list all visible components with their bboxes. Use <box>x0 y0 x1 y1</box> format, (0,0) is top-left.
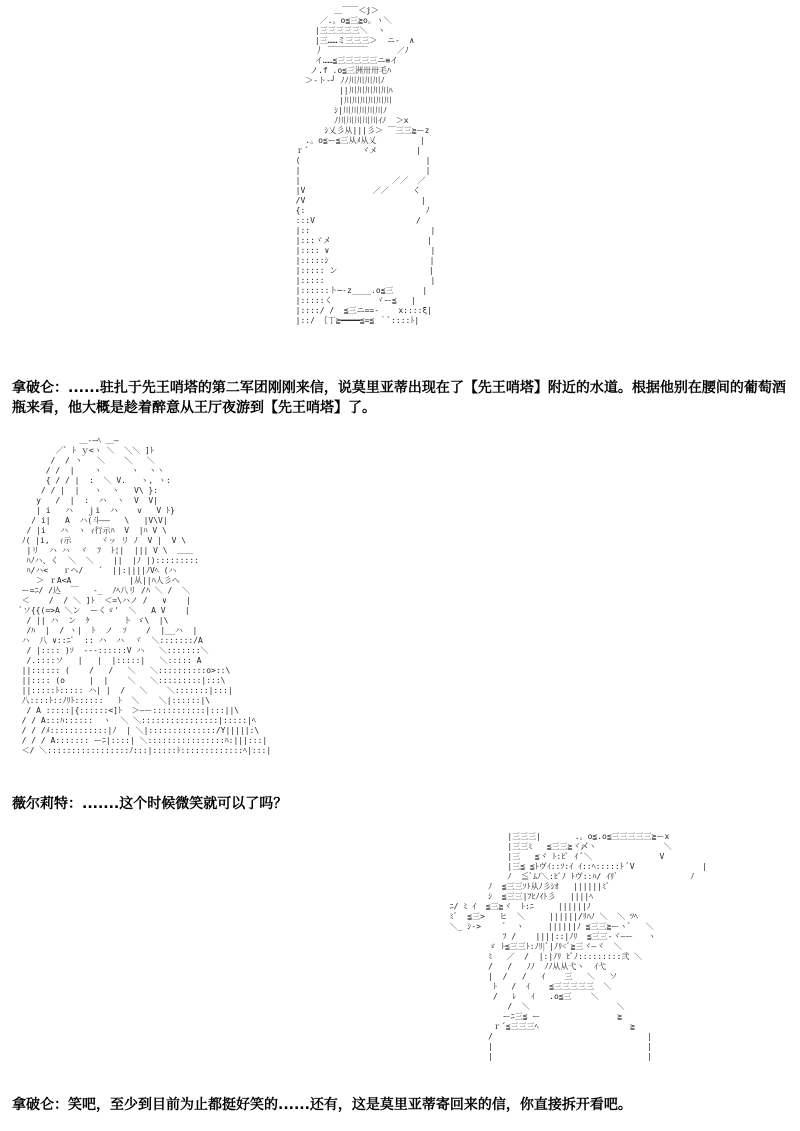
ascii-art-violet: ＿-―ﾍ ＿― ／ﾞ ﾄ ｙ<ヽ ＼ ＼＼ ]ﾄ / / ヽ ＼ ＼ ＼ / / | ヽ ヽ ヽヽ { / / | : ＼ V. ヽ, ヽ: / / | | ヽ ヽ V\ }: y / | : ハ ヽ V V| | i ハ ｊi ハ v V ﾄ} / i| A ハ(斗―― \ |V\V| / |i ハ ヽ ｨ行示ﾊ V |ﾊ V \ ﾉ( |i, ｨ示 ヾッ リ ﾉ V | V \ |リ ハ ハ ヾ ﾌ ﾄ¦| ||| V \ ＿＿ ﾊﾉハ、く ＼ ＼ || |ﾉ |)::::::::: ﾊ/ハ< ｒヘ/ ´ ||:||||ﾉVﾍ (ハ ＞ ｒA<A |从||ﾊ人彡ヘ ー=ﾆ/ /込 ￣ -_ ﾉﾍ八リ /ﾊ ＼ / ＼ ＜ / / ＼ ]ﾄ ＜=\ハノ / ∨ | ﾞソ{{(=>A ＼ン ーくゞ' ＼ A V | / || ハ ン ｹ ト ゞ\ |\ /ﾊ | / ヽ| ﾄ ノ ｿ / |__ハ | ハ 八 ∨::ﾆﾟ :: ハ ハ ヾ ＼:::::::/A / |:::: )ｿ ---::::::V ハ ＼:::::::＼ /.::::ソ | | |:::::| ＼::::: A ||:::::: ( / / ＼ ＼::::::::::o>::\ ||:::: (o | | ＼ ＼:::::::::|:::\ ||:::::ﾄ::::: ハ| | / ＼ ＼:::::::|:::| 八::::ﾄ::ﾉﾘﾄ:::::: ﾄ ＼ ＼|::::::|\ / A :::::|{::::::<]ﾄ ＞―ー:::::::::::|:::||\ / / A:::ﾊ:::::: ヽ ＼ ＼::::::::::::::::|:::::|ﾍ / / /ﾒ::::::::::::|ﾉ | ＼|::::::::::::::/Y|||||:\ / / / A::::::: ーﾆ|::::| ＼::::::::::::::::ﾊ:|||:::| ＜/ ＼:::::::::::::::::ﾉ:::|:::::ﾄ:::::::::::::ﾍ|:::| <box>16 436 272 755</box>
speaker-name: 拿破仑 <box>12 1097 54 1113</box>
speaker-name: 拿破仑 <box>12 380 54 396</box>
dialogue-line-1 <box>12 378 792 418</box>
speaker-separator: ： <box>54 1097 68 1113</box>
dialogue-text: ......驻扎于先王哨塔的第二军团刚刚来信，说莫里亚蒂出现在了【先王哨塔】附近的水道。根据他别在腰间的葡萄酒瓶来看，他大概是趁着醉意从王厅夜游到【先王哨塔】了。 <box>12 380 786 416</box>
dialogue-line-2 <box>12 794 792 814</box>
speaker-separator: ： <box>54 380 68 396</box>
dialogue-text: 笑吧，至少到目前为止都挺好笑的......还有，这是莫里亚蒂寄回来的信，你直接拆开看吧。 <box>68 1097 632 1113</box>
speaker-name: 薇尔莉特 <box>12 796 68 812</box>
dialogue-line-3 <box>12 1095 792 1115</box>
ascii-art-napoleon-leaning: |三三三| .。o≦.o≦三三三三三≧ーx |三三ﾐ ≦三三≧ヾ〆ヽ ＼ |三 ≦ヾ ﾄ:ﾋﾟ ｲ ﾞ＼ V |三≦ ≦ﾄヴｲ::ｿ:ｲ ｲ::ﾍ:::::ﾄ ﾞV | ﾉ ≦ﾞﾑﾉ＼:ﾋﾟﾉ ﾄヴ::ﾊ/ ｲﾘﾞ ﾉ ﾉ ≦三三ｿﾄ从ﾉ彡ｼｵ ||||||ﾐﾞ ｼ ≦三三|ﾌﾋﾉｲﾄ彡 ||||ﾍ ﾆ/ ﾐ ｲ ≦三≧ヾ ﾄ:ﾆ ||||||ﾉ ﾐﾞ ≦三> ヒ ＼ ||||||/ﾘﾊﾉ ＼ ＼ ﾂﾍ ＼_ ｼ-> ﾞ ヽ ||||||ﾉ ≦三三≧ーヽﾞ ＼ ﾌ / ||||::|ﾉﾘ ≦三三-ヾ―ー ヽ ゞ ﾄ≦三三ﾄ:ﾉﾘ|ﾞ|ﾉﾘ<ﾞ≧三ヾ―ヾ ＼ ﾐ ／ / |:|ﾉﾘ ﾋﾟﾉ:::::::::弐 ＼ / / ﾉﾉ ﾉﾉ从从弋ヽ ｲ弋 | / / ｲ 三 ＼ ソ ﾄ / ｲ ≦三三三三三 ＼ / ﾚ ｲ .o≦三 ＼ / ＼ ＼ ーﾆ三≦ ー ≧ ｒ´≦三三三ﾍ ≧ / | | | | | <box>449 832 707 1061</box>
dialogue-text: .......这个时候微笑就可以了吗？ <box>82 796 288 812</box>
speaker-separator: ： <box>68 796 82 812</box>
ascii-art-napoleon-standing: ＿￣￣＜j＞ ／.。o≦三≧o。ヽ＼ |三三三三三＼ ヽ |三……ミ三三三＞ ニ- ∧ 丿 ￣￣￣￣￣ ／ﾉ イ……≦三三三三三ニ≡イ ノ.f .o≦三洲卅卅毛ﾊ ＞-ト-┘ ﾉﾉ川川川川ﾉ ||川川川川川ﾊ |川川川川川川 ｼ|川川川川川ﾉ ﾉ川川川川川ｲﾉ ＞x ｼ乂彡从|||彡＞ ￣三三≧ーz .。o≦ー≦三从ﾒ从乂 | ｒ´ ヾメ | ( | | | | ／／ ／ |V ／／ く /V | {: ﾉ :::V / |:: | |:::ヾメ | |:::: ∨ | |:::::ｼ | |::::: ン | |::::: | |::::::ト─-z____.o≦三 | |:::::く ヾー≦ | |::::/ / ≦三ニ==- x::::ξ| |::/ ｛丁≧━━━━≦=≦ ｀ﾞ::::ﾄ| <box>295 6 436 325</box>
